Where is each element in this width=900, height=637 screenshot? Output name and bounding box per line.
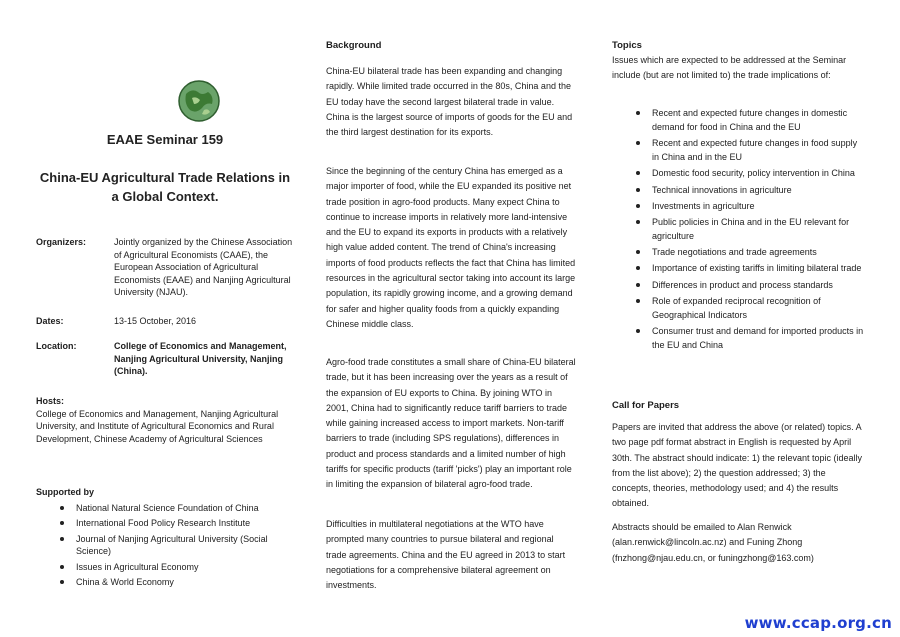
topic-item: Recent and expected future changes in domestic demand for food in China and the EU xyxy=(612,106,864,134)
topics-list xyxy=(612,106,864,354)
background-paragraph-2: Since the beginning of the century China has emerged as a major importer of food, while the EU expanded its positive net trade position in agro-food products. Many expect China to continue to increase imports in relatively more land-intensive and the EU to expand its exports in products with a relatively high value added content. The trend of China's increasing imports of food products reflects the fact that China has limited resources in the agricultural sector taking into account its large population, its rapidly growing income, and a growing demand for safer and higher quality foods from a quickly expanding Chinese middle class. xyxy=(326,166,576,329)
eaae-globe-logo xyxy=(178,80,220,122)
background-paragraph-4: Difficulties in multilateral negotiations at the WTO have prompted many countries to pursue bilateral and regional trade agreements. China and the EU agreed in 2013 to start negotiations for a comprehensive bilateral agreement on investments. xyxy=(326,519,566,591)
organizers-label: Organizers: xyxy=(36,237,87,247)
topics-intro: Issues which are expected to be addressed at the Seminar include (but are not limited to) the trade implications of: xyxy=(612,55,847,81)
topic-item: Differences in product and process standards xyxy=(612,278,864,292)
location-label: Location: xyxy=(36,341,77,351)
topic-item: Technical innovations in agriculture xyxy=(612,183,864,197)
dates-value: 13-15 October, 2016 xyxy=(114,316,197,326)
topic-item: Role of expanded reciprocal recognition of Geographical Indicators xyxy=(612,294,864,322)
background-paragraph-1: China-EU bilateral trade has been expanding and changing rapidly. While limited trade occurred in the 80s, China and the EU today have the second largest bilateral trade in value. China is the largest source of imports of goods for the EU and the third largest destination for its exports. xyxy=(326,66,573,138)
topic-item: Trade negotiations and trade agreements xyxy=(612,245,864,259)
background-paragraph-3: Agro-food trade constitutes a small share of China-EU bilateral trade, but it has been increasing over the years as a result of the expansion of EU exports to China. By joining WTO in 2001, China had to significantly reduce tariff barriers to trade while gaining increased access to import markets. Non-tariff barriers to trade (including SPS regulations), differences in product and process standards and a limited number of high tariffs for specific products (tariff 'picks') play an important role in limiting the expansion of bilateral agro-food trade. xyxy=(326,357,576,490)
supported-item: International Food Policy Research Institute xyxy=(36,517,294,530)
organizers-value: Jointly organized by the Chinese Association of Agricultural Economists (CAAE), the European Association of Agricultural Economists (EAAE) and Nanjing Agricultural University (NJAU). xyxy=(114,237,293,297)
topic-item: Importance of existing tariffs in limiting bilateral trade xyxy=(612,261,864,275)
supported-list xyxy=(36,502,294,589)
hosts-section xyxy=(36,395,294,445)
hosts-heading: Hosts: xyxy=(36,396,65,406)
topics-heading: Topics xyxy=(612,40,642,51)
supported-section xyxy=(36,486,294,592)
background-heading: Background xyxy=(326,40,382,51)
location-value: College of Economics and Management, Nanjing Agricultural University, Nanjing (China). xyxy=(114,341,287,376)
right-column xyxy=(612,0,864,637)
topic-item: Investments in agriculture xyxy=(612,199,864,213)
supported-item: China & World Economy xyxy=(36,576,294,589)
main-title: China-EU Agricultural Trade Relations in a Global Context. xyxy=(39,170,291,204)
seminar-title: EAAE Seminar 159 xyxy=(106,132,224,147)
call-for-papers-text: Papers are invited that address the above (or related) topics. A two page pdf format abstract in English is requested by April 30th. The abstract should indicate: 1) the relevant topic (ideally from the list above); 2) the question addressed; 3) the concepts, theories, methodology used; and 4) the results obtained. xyxy=(612,422,862,509)
call-for-papers-heading: Call for Papers xyxy=(612,400,680,411)
supported-item: National Natural Science Foundation of China xyxy=(36,502,294,515)
hosts-text: College of Economics and Management, Nanjing Agricultural University, and Institute of Agricultural Economics and Rural Development, Chinese Academy of Agricultural Sciences xyxy=(36,408,279,444)
middle-column xyxy=(326,0,576,637)
dates-label: Dates: xyxy=(36,316,64,326)
supported-item: Issues in Agricultural Economy xyxy=(36,561,294,574)
topic-item: Public policies in China and in the EU relevant for agriculture xyxy=(612,215,864,243)
supported-item: Journal of Nanjing Agricultural University (Social Science) xyxy=(36,533,294,558)
site-watermark: www.ccap.org.cn xyxy=(744,614,892,632)
left-column xyxy=(36,0,294,637)
abstract-email-text: Abstracts should be emailed to Alan Renwick (alan.renwick@lincoln.ac.nz) and Funing Zhong (fnzhong@njau.edu.cn, or funingzhong@163.com) xyxy=(612,522,814,563)
topic-item: Consumer trust and demand for imported products in the EU and China xyxy=(612,324,864,352)
topic-item: Domestic food security, policy intervention in China xyxy=(612,166,864,180)
supported-heading: Supported by xyxy=(36,487,94,497)
topic-item: Recent and expected future changes in food supply in China and in the EU xyxy=(612,136,864,164)
